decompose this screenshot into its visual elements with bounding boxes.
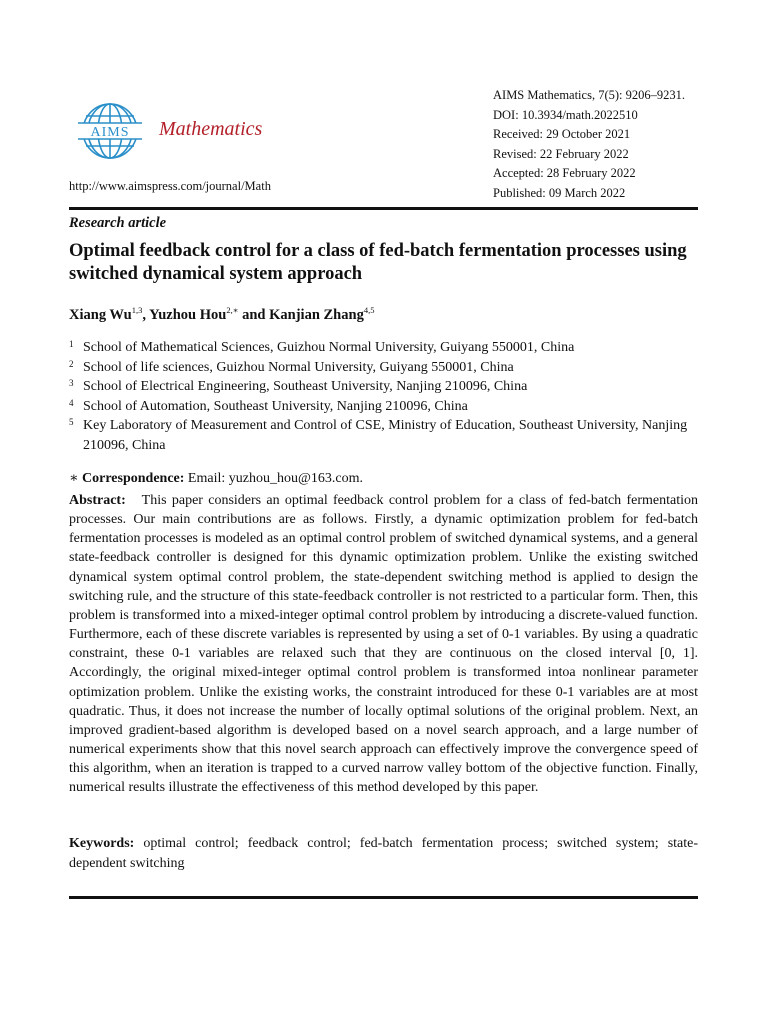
correspondence-label: Correspondence: (82, 471, 185, 486)
correspondence (69, 470, 363, 487)
keywords-label: Keywords: (69, 836, 135, 851)
article-type: Research article (69, 215, 167, 231)
doi[interactable]: DOI: 10.3934/math.2022510 (493, 107, 638, 122)
accepted-date: Accepted: 28 February 2022 (493, 166, 636, 180)
correspondence-mark: ∗ (69, 471, 79, 486)
aims-logo (77, 100, 143, 162)
affiliation-number: 4 (69, 397, 74, 408)
affiliation-text: School of life sciences, Guizhou Normal University, Guiyang 550001, China (83, 359, 514, 375)
keywords-text: optimal control; feedback control; fed-batch fermentation process; switched system; state-dependent switching (69, 836, 699, 871)
published-date: Published: 09 March 2022 (493, 185, 626, 200)
svg-text:AIMS: AIMS (90, 125, 130, 140)
author-affiliation-mark: 2,∗ (226, 305, 239, 315)
affiliation-item (69, 358, 699, 378)
affiliation-number: 5 (69, 417, 74, 427)
affiliation-item (69, 397, 699, 417)
affiliation-list (69, 338, 699, 455)
author-separator: and (238, 306, 270, 323)
affiliation-text: School of Automation, Southeast University, Nanjing 210096, China (83, 398, 468, 414)
author-name: Xiang Wu (69, 306, 132, 323)
affiliation-item (69, 377, 699, 397)
abstract (69, 491, 698, 798)
journal-url[interactable]: http://www.aimspress.com/journal/Math (69, 179, 271, 193)
revised-date: Revised: 22 February 2022 (493, 146, 629, 161)
journal-name: Mathematics (159, 118, 263, 140)
author-name: Kanjian Zhang (269, 306, 364, 323)
affiliation-item (69, 338, 699, 358)
affiliation-number: 1 (69, 339, 74, 349)
received-date: Received: 29 October 2021 (493, 127, 631, 141)
article-metadata (493, 86, 685, 203)
affiliation-text: Key Laboratory of Measurement and Control of CSE, Ministry of Education, Southeast University, Nanjing 210096, China (83, 418, 688, 453)
correspondence-email[interactable]: Email: yuzhou_hou@163.com. (187, 471, 363, 486)
affiliation-number: 3 (69, 378, 74, 388)
author-name: Yuzhou Hou (149, 306, 227, 323)
author-affiliation-mark: 4,5 (363, 305, 375, 315)
author-affiliation-mark: 1,3 (131, 305, 143, 315)
header-rule (69, 207, 698, 210)
globe-icon (77, 100, 143, 162)
affiliation-number: 2 (69, 358, 74, 369)
abstract-label: Abstract: (69, 493, 126, 508)
paper-title: Optimal feedback control for a class of fed-batch fermentation processes using switched dynamical system approach (69, 241, 687, 284)
affiliation-text: School of Mathematical Sciences, Guizhou Normal University, Guiyang 550001, China (83, 340, 575, 355)
author-list (69, 305, 374, 324)
affiliation-text: School of Electrical Engineering, Southeast University, Nanjing 210096, China (83, 379, 528, 394)
affiliation-item (69, 416, 699, 455)
citation: AIMS Mathematics, 7(5): 9206–9231. (493, 88, 685, 102)
author-separator: , (142, 306, 150, 323)
keywords (69, 834, 698, 873)
footer-rule (69, 896, 698, 899)
abstract-text: This paper considers an optimal feedback control problem for a class of fed-batch fermentation processes. Our main contributions are as follows. Firstly, a dynamic optimization problem for fed-batch fermentation processes is modeled as an optimal control problem of switched dynamical systems, and a general state-feedback controller is designed for this dynamic optimization problem. Unlike the existing switched dynamical system optimal control problem, the state-dependent switching method is applied to design the switching rule, and the structure of this state-feedback controller is not restricted to a particular form. Then, this problem is transformed into a mixed-integer optimal control problem by introducing a discrete-valued function. Furthermore, each of these discrete variables is represented by using a set of 0-1 variables. By using a quadratic constraint, these 0-1 variables are relaxed such that they are continuous on the closed interval [0, 1]. Accordingly, the original mixed-integer optimal control problem is transformed intoa nonlinear parameter optimization problem. Unlike the existing works, the constraint introduced for these 0-1 variables are at most quadratic. Thus, it does not increase the number of locally optimal solutions of the original problem. Next, an improved gradient-based algorithm is developed based on a novel search approach, and a large number of numerical experiments show that this novel search approach can effectively improve the convergence speed of this algorithm, when an iteration is trapped to a curved narrow valley bottom of the objective function. Finally, numerical results illustrate the effectiveness of this method developed by this paper. (69, 493, 699, 796)
